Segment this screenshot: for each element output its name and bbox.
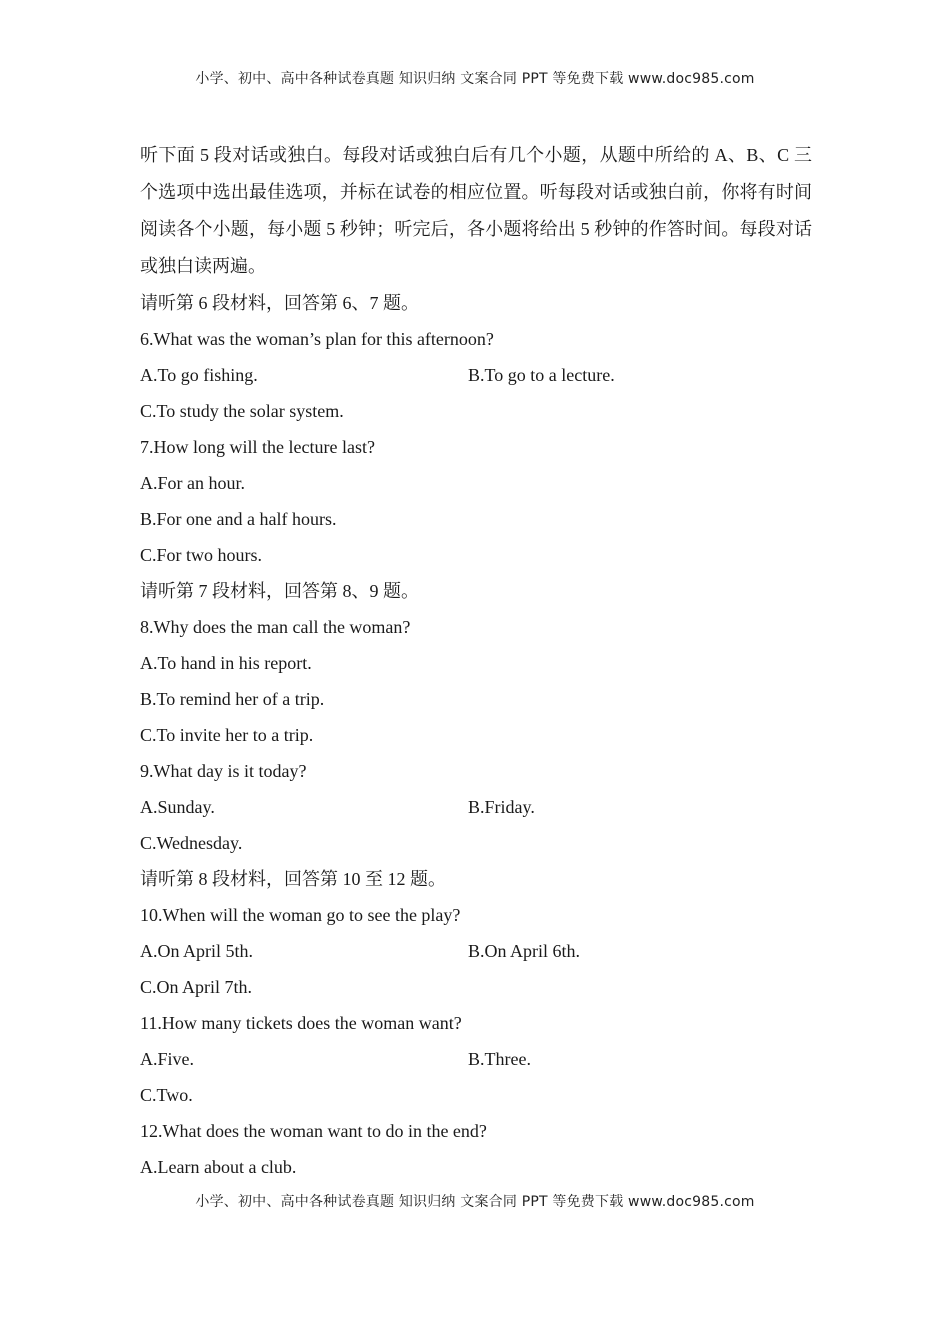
question-8-option-b: B.To remind her of a trip.: [140, 689, 325, 709]
question-6-option-b: B.To go to a lecture.: [468, 365, 615, 385]
question-12-option-a: A.Learn about a club.: [140, 1157, 297, 1177]
question-7: 7.How long will the lecture last?: [140, 437, 375, 457]
exam-content: [140, 137, 812, 1185]
question-11: 11.How many tickets does the woman want?: [140, 1013, 462, 1033]
instructions: 听下面 5 段对话或独白。每段对话或独白后有几个小题，从题中所给的 A、B、C 三个选项中选出最佳选项，并标在试卷的相应位置。听每段对话或独白前，你将有时间阅读各个小题，每小题 5 秒钟；听完后，各小题将给出 5 秒钟的作答时间。每段对话或独白读两遍。: [140, 145, 812, 276]
question-10-options-row: [140, 933, 812, 969]
question-10-option-b: B.On April 6th.: [468, 941, 581, 961]
question-9-option-b: B.Friday.: [468, 797, 535, 817]
section-6-heading: 请听第 6 段材料，回答第 6、7 题。: [140, 293, 419, 313]
question-8-option-c: C.To invite her to a trip.: [140, 725, 314, 745]
question-11-options-row: [140, 1041, 812, 1077]
question-9-option-a: A.Sunday.: [140, 797, 215, 817]
question-10-option-a: A.On April 5th.: [140, 941, 254, 961]
question-8-option-a: A.To hand in his report.: [140, 653, 312, 673]
question-6-option-a: A.To go fishing.: [140, 365, 258, 385]
section-7-heading: 请听第 7 段材料，回答第 8、9 题。: [140, 581, 419, 601]
page-footer: 小学、初中、高中各种试卷真题 知识归纳 文案合同 PPT 等免费下载 www.doc985.com: [195, 1194, 755, 1210]
question-11-option-c: C.Two.: [140, 1085, 193, 1105]
question-7-option-c: C.For two hours.: [140, 545, 263, 565]
question-11-option-b: B.Three.: [468, 1049, 531, 1069]
question-11-option-a: A.Five.: [140, 1049, 194, 1069]
question-9: 9.What day is it today?: [140, 761, 307, 781]
question-10-option-c: C.On April 7th.: [140, 977, 253, 997]
question-12: 12.What does the woman want to do in the end?: [140, 1121, 487, 1141]
question-7-option-a: A.For an hour.: [140, 473, 245, 493]
question-6: 6.What was the woman’s plan for this afternoon?: [140, 329, 494, 349]
question-6-option-c: C.To study the solar system.: [140, 401, 344, 421]
question-10: 10.When will the woman go to see the play?: [140, 905, 461, 925]
question-8: 8.Why does the man call the woman?: [140, 617, 411, 637]
question-9-options-row: [140, 789, 812, 825]
question-9-option-c: C.Wednesday.: [140, 833, 243, 853]
section-8-heading: 请听第 8 段材料，回答第 10 至 12 题。: [140, 869, 446, 889]
question-7-option-b: B.For one and a half hours.: [140, 509, 337, 529]
page-header: 小学、初中、高中各种试卷真题 知识归纳 文案合同 PPT 等免费下载 www.doc985.com: [195, 71, 755, 87]
question-6-options-row: [140, 357, 812, 393]
